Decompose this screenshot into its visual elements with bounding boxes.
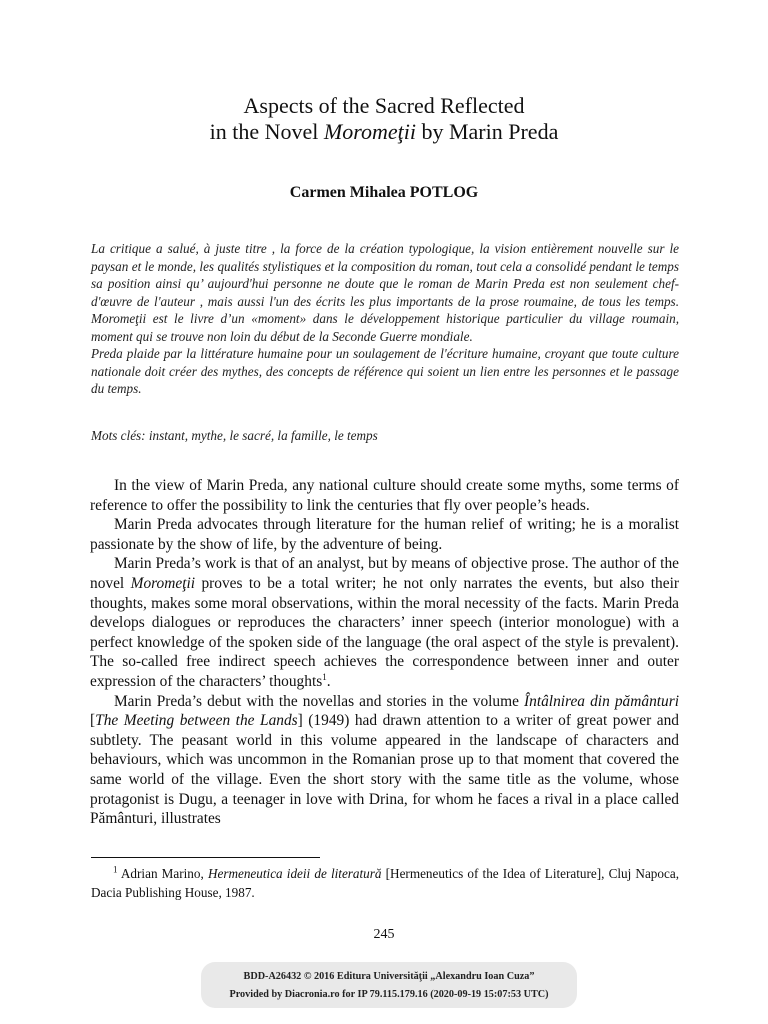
author-name: Carmen Mihalea POTLOG (289, 184, 479, 201)
p4-text-c: ] (1949) had drawn attention to a writer of great power and subtlety. The peasant world in this volume appeared in the landscape of characters and behaviours, which was uncommon in the Romanian prose up to that moment that covered the same world of the village. Even the short story with the same title as the volume, whose protagonist is Dugu, a teenager in love with Drina, for whom he faces a rival in a place called Pământuri, illustrates (90, 712, 679, 828)
title-novel-name: Moromeţii (323, 119, 416, 144)
body-paragraph-2: Marin Preda advocates through literature for the human relief of writing; he is a moralist passionate by the show of life, by the adventure of being. (90, 516, 679, 553)
stamp-line-2: Provided by Diacronia.ro for IP 79.115.179.16 (2020-09-19 15:07:53 UTC) (229, 989, 549, 1000)
body-paragraph-4 (90, 692, 679, 829)
body-paragraph-3 (90, 554, 679, 691)
title-prefix: in the Novel (209, 119, 324, 144)
p4-text-b: [ (90, 712, 96, 730)
footnote-mark: 1 (113, 864, 118, 875)
footnote-work-title: Hermeneutica ideii de literatură (207, 866, 382, 881)
p3-text-b: proves to be a total writer; he not only narrates the events, but also their thoughts, makes some moral observations, within the moral necessity of the facts. Marin Preda develops dialogues or reproduces the characters’ inner speech (interior monologue) with a perfect knowledge of the spoken side of the language (the oral aspect of the style is prevalent). The so-called free indirect speech achieves the correspondence between inner and outer expression of the characters’ thoughts (90, 574, 679, 690)
paper-title-line-2 (0, 119, 768, 145)
stamp-line-1: BDD-A26432 © 2016 Editura Universităţii „Alexandru Ioan Cuza” (243, 971, 535, 982)
footnote-divider (91, 857, 320, 858)
abstract-paragraph-2: Preda plaide par la littérature humaine pour un soulagement de l'écriture humaine, croyant que toute culture nationale doit créer des mythes, des concepts de référence qui soient un lien entre les personnes et le passage du temps. (91, 346, 679, 396)
keywords: Mots clés: instant, mythe, le sacré, la famille, le temps (91, 428, 378, 443)
title-suffix: by Marin Preda (415, 119, 559, 144)
p4-text-a: Marin Preda’s debut with the novellas and stories in the volume (114, 692, 525, 710)
paper-title-line-1: Aspects of the Sacred Reflected (243, 93, 525, 118)
abstract-paragraph-1: La critique a salué, à juste titre , la force de la création typologique, la vision entièrement nouvelle sur le paysan et le monde, les qualités stylistiques et la composition du roman, tout cela a consolidé pendant le temps sa position ainsi qu’ aujourd'hui personne ne doute que le roman de Marin Preda est non seulement chef-d'œuvre de l'auteur , mais aussi l'un des écrits les plus importants de la prose roumaine, de tous les temps. Moromeţii est le livre d’un «moment» dans le développement historique particulier du village roumain, moment qui se trouve non loin du début de la Seconde Guerre mondiale. (91, 241, 679, 344)
body-text (90, 476, 679, 829)
footnote-prefix: Adrian Marino, (117, 866, 208, 881)
body-paragraph-1: In the view of Marin Preda, any national culture should create some myths, some terms of reference to offer the possibility to link the centuries that fly over people’s heads. (90, 477, 679, 514)
abstract (91, 240, 679, 398)
p3-text-a: Marin Preda’s work is that of an analyst, but by means of objective prose. The author of the novel (90, 555, 679, 592)
p3-text-c: . (326, 672, 331, 690)
p4-volume-translation: The Meeting between the Lands (95, 712, 298, 730)
provenance-stamp (201, 962, 577, 1008)
footnote-1 (91, 864, 679, 902)
footnote-suffix: [Hermeneutics of the Idea of Literature], Cluj Napoca, Dacia Publishing House, 1987. (91, 866, 679, 900)
p4-volume-name: Întâlnirea din pământuri (524, 692, 679, 710)
p3-novel-name: Moromeţii (130, 574, 196, 592)
footnote-ref-1[interactable]: 1 (322, 671, 327, 682)
page-number: 245 (373, 927, 395, 942)
